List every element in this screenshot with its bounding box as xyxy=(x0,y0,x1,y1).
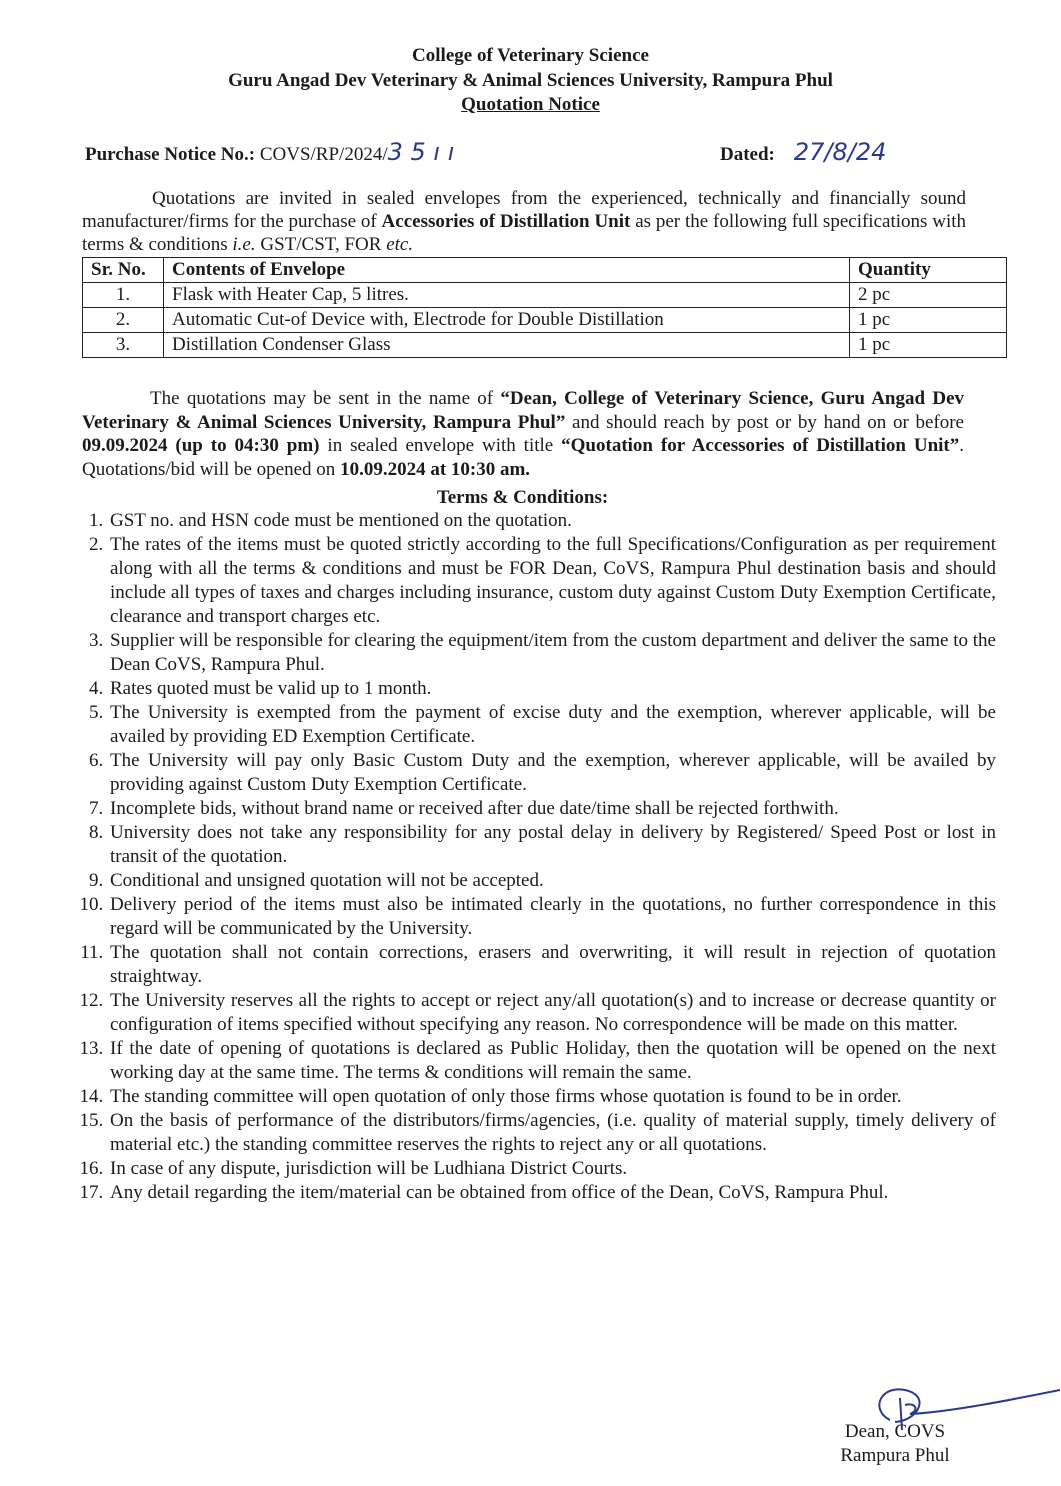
list-item: 12. The University reserves all the rights to accept or reject any/all quotation(s) and to increase or decrease quantity or configuration of items specified without specifying any reason. No correspondence will be made on this matter. xyxy=(108,989,996,1037)
items-table xyxy=(82,257,1007,358)
list-item: 2. The rates of the items must be quoted strictly according to the full Specifications/Configuration as per requirement along with all the terms & conditions and must be FOR Dean, CoVS, Rampura Phul destination basis and should include all types of taxes and charges including insurance, custom duty against Custom Duty Exemption Certificate, clearance and transport charges etc. xyxy=(108,533,996,629)
purchase-notice-label: Purchase Notice No.: xyxy=(85,144,256,165)
handwritten-notice-number: 3 5 ı ı xyxy=(387,138,455,166)
dated-label: Dated: xyxy=(720,144,775,165)
purchase-notice-number: COVS/RP/2024/ xyxy=(259,144,388,165)
list-item: 11. The quotation shall not contain corrections, erasers and overwriting, it will result in rejection of quotation straightway. xyxy=(108,941,996,989)
para2-envelope-title: “Quotation for Accessories of Distillation Unit” xyxy=(561,435,960,456)
row-qty: 1 pc xyxy=(850,308,1007,333)
list-item: 7. Incomplete bids, without brand name or received after due date/time shall be rejected forthwith. xyxy=(108,797,996,821)
header-contents: Contents of Envelope xyxy=(164,258,850,283)
intro-ie: i.e. xyxy=(232,234,256,255)
list-item: 8. University does not take any responsibility for any postal delay in delivery by Registered/ Speed Post or lost in transit of the quotation. xyxy=(108,821,996,869)
table-row xyxy=(83,283,1007,308)
signatory-title: Dean, COVS xyxy=(844,1421,946,1442)
submission-paragraph xyxy=(82,387,964,481)
intro-item-name: Accessories of Distillation Unit xyxy=(381,211,631,232)
row-sr: 3. xyxy=(83,333,164,358)
list-item: 16. In case of any dispute, jurisdiction will be Ludhiana District Courts. xyxy=(108,1157,996,1181)
list-item: 13. If the date of opening of quotations is declared as Public Holiday, then the quotation will be opened on the next working day at the same time. The terms & conditions will remain the same. xyxy=(108,1037,996,1085)
intro-text-b: as per the following full specifications with terms & conditions xyxy=(82,211,967,255)
para2-addressee: “Dean, College of Veterinary Science, Guru Angad Dev Veterinary & Animal Sciences University, Rampura Phul” xyxy=(82,388,964,433)
row-qty: 1 pc xyxy=(850,333,1007,358)
header-quantity: Quantity xyxy=(850,258,1007,283)
row-item: Distillation Condenser Glass xyxy=(164,333,850,358)
table-header-row xyxy=(83,258,1007,283)
signatory-block xyxy=(820,1420,970,1468)
list-item: 3. Supplier will be responsible for clearing the equipment/item from the custom department and deliver the same to the Dean CoVS, Rampura Phul. xyxy=(108,629,996,677)
table-row xyxy=(83,333,1007,358)
row-qty: 2 pc xyxy=(850,283,1007,308)
purchase-notice-row xyxy=(85,138,965,166)
intro-etc: etc. xyxy=(386,234,414,255)
list-item: 6. The University will pay only Basic Custom Duty and the exemption, wherever applicable, will be availed by providing against Custom Duty Exemption Certificate. xyxy=(108,749,996,797)
table-row xyxy=(83,308,1007,333)
para2-text-4: . Quotations/bid will be opened on xyxy=(82,435,964,480)
handwritten-date: 27/8/24 xyxy=(793,138,887,166)
university-name: Guru Angad Dev Veterinary & Animal Sciences University, Rampura Phul xyxy=(228,70,833,91)
para2-text-1: The quotations may be sent in the name of xyxy=(150,388,501,409)
row-sr: 1. xyxy=(83,283,164,308)
intro-paragraph xyxy=(82,187,966,256)
notice-title: Quotation Notice xyxy=(461,94,600,115)
dated-field xyxy=(720,138,886,166)
para2-text-3: in sealed envelope with title xyxy=(319,435,562,456)
list-item: 5. The University is exempted from the payment of excise duty and the exemption, wherever applicable, will be availed by providing ED Exemption Certificate. xyxy=(108,701,996,749)
terms-title: Terms & Conditions: xyxy=(436,487,609,508)
signatory-location: Rampura Phul xyxy=(840,1445,950,1466)
row-sr: 2. xyxy=(83,308,164,333)
row-item: Flask with Heater Cap, 5 litres. xyxy=(164,283,850,308)
intro-text-c: GST/CST, FOR xyxy=(255,234,387,255)
para2-deadline: 09.09.2024 (up to 04:30 pm) xyxy=(82,435,320,456)
header-sr-no: Sr. No. xyxy=(83,258,164,283)
list-item: 10. Delivery period of the items must also be intimated clearly in the quotations, no further correspondence in this regard will be communicated by the University. xyxy=(108,893,996,941)
list-item: 17. Any detail regarding the item/material can be obtained from office of the Dean, CoVS, Rampura Phul. xyxy=(108,1181,996,1205)
list-item: 15. On the basis of performance of the distributors/firms/agencies, (i.e. quality of material supply, timely delivery of material etc.) the standing committee reserves the rights to reject any or all quotations. xyxy=(108,1109,996,1157)
list-item: 14. The standing committee will open quotation of only those firms whose quotation is found to be in order. xyxy=(108,1085,996,1109)
intro-text-a: Quotations are invited in sealed envelopes from the experienced, technically and financially sound manufacturer/firms for the purchase of xyxy=(82,188,966,232)
terms-list xyxy=(70,509,996,1205)
list-item: 1. GST no. and HSN code must be mentioned on the quotation. xyxy=(108,509,996,533)
list-item: 9. Conditional and unsigned quotation will not be accepted. xyxy=(108,869,996,893)
college-name: College of Veterinary Science xyxy=(412,45,649,66)
para2-text-2: and should reach by post or by hand on or before xyxy=(565,411,964,433)
row-item: Automatic Cut-of Device with, Electrode for Double Distillation xyxy=(164,308,850,333)
list-item: 4. Rates quoted must be valid up to 1 month. xyxy=(108,677,996,701)
para2-opening-date: 10.09.2024 at 10:30 am. xyxy=(340,458,531,480)
